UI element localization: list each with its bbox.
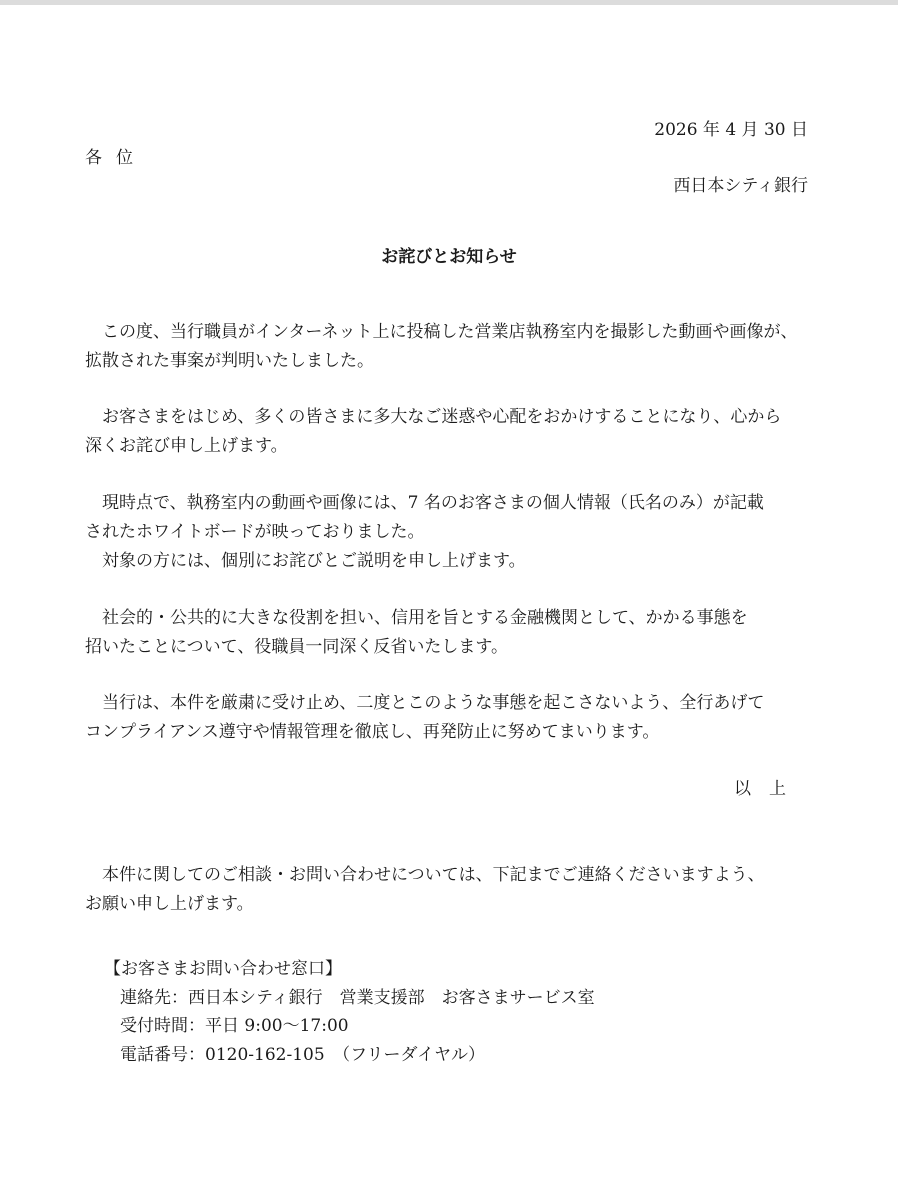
- paragraph-apology: [85, 403, 815, 461]
- paragraph-line: 現時点で、執務室内の動画や画像には、7 名のお客さまの個人情報（氏名のみ）が記載: [85, 493, 764, 513]
- addressee: 各位: [85, 148, 147, 168]
- paragraph-line: お客さまをはじめ、多くの皆さまに多大なご迷惑や心配をおかけすることになり、心から: [85, 407, 782, 427]
- closing-mark: 以上: [734, 779, 804, 799]
- paragraph-line: コンプライアンス遵守や情報管理を徹底し、再発防止に努めてまいります。: [85, 722, 660, 742]
- paragraph-line: 対象の方には、個別にお詫びとご説明を申し上げます。: [85, 551, 526, 571]
- paragraph-reflection: [85, 604, 815, 662]
- paragraph-prevention: [85, 689, 815, 747]
- paragraph-line: お願い申し上げます。: [85, 894, 254, 914]
- document-date: 2026 年 4 月 30 日: [654, 120, 808, 140]
- contact-department: 連絡先：西日本シティ銀行 営業支援部 お客さまサービス室: [120, 987, 595, 1008]
- page-top-edge: [0, 0, 898, 5]
- contact-heading: 【お客さまお問い合わせ窓口】: [104, 959, 342, 979]
- issuer-name: 西日本シティ銀行: [673, 176, 808, 196]
- contact-hours: 受付時間：平日 9:00～17:00: [120, 1016, 349, 1036]
- document-title: お詫びとお知らせ: [381, 247, 517, 267]
- paragraph-line: 深くお詫び申し上げます。: [85, 436, 288, 456]
- paragraph-line: されたホワイトボードが映っておりました。: [85, 522, 425, 542]
- contact-phone: 電話番号：0120-162-105 （フリーダイヤル）: [120, 1044, 485, 1065]
- paragraph-details: [85, 489, 815, 576]
- paragraph-line: 本件に関してのご相談・お問い合わせについては、下記までご連絡くださいますよう、: [85, 865, 765, 885]
- paragraph-line: 社会的・公共的に大きな役割を担い、信用を旨とする金融機関として、かかる事態を: [85, 608, 748, 628]
- paragraph-incident: [85, 318, 815, 376]
- paragraph-line: この度、当行職員がインターネット上に投稿した営業店執務室内を撮影した動画や画像が、: [85, 322, 798, 342]
- contact-block: [104, 955, 595, 1069]
- paragraph-inquiry: [85, 861, 815, 919]
- paragraph-line: 招いたことについて、役職員一同深く反省いたします。: [85, 637, 508, 657]
- paragraph-line: 当行は、本件を厳粛に受け止め、二度とこのような事態を起こさないよう、全行あげて: [85, 693, 765, 713]
- paragraph-line: 拡散された事案が判明いたしました。: [85, 351, 374, 371]
